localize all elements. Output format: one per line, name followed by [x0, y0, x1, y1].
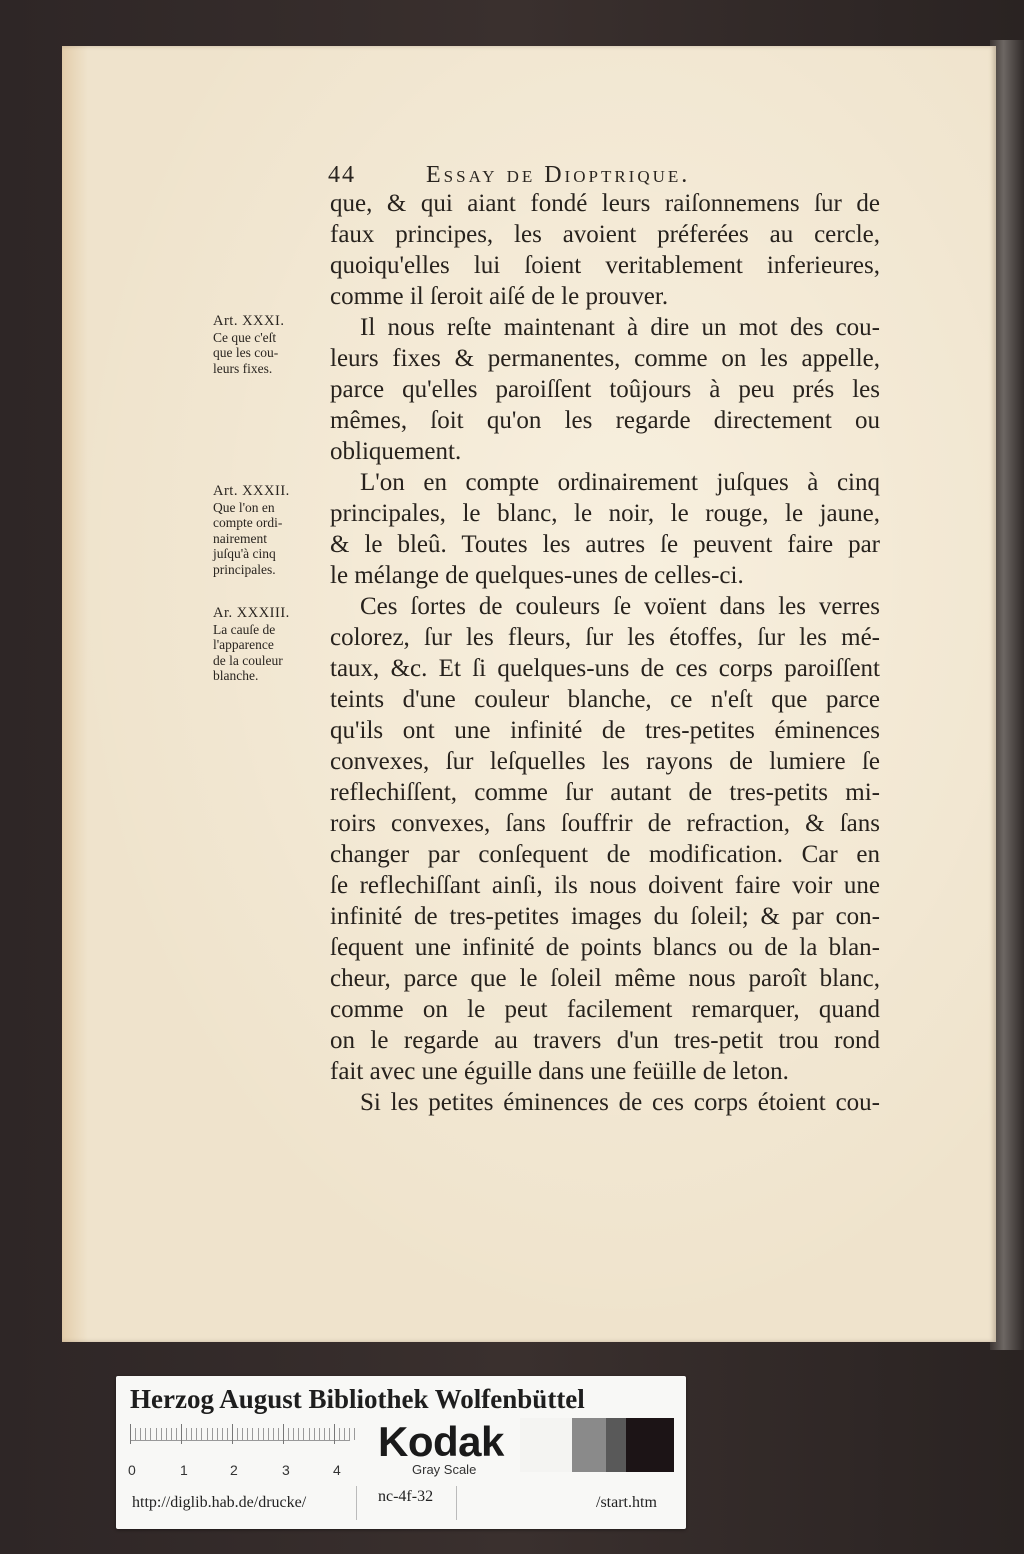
text-line: leurs fixes & permanentes, comme on les appelle, — [330, 345, 880, 372]
ruler-tick — [207, 1428, 208, 1440]
text-line: on le regarde au travers d'un tres-petit trou rond — [330, 1027, 880, 1054]
ruler-number: 1 — [180, 1462, 188, 1478]
url-base: http://diglib.hab.de/drucke/ — [132, 1494, 307, 1511]
margin-note-line: l'apparence — [213, 637, 274, 652]
library-name: Herzog August Bibliothek Wolfenbüttel — [130, 1384, 585, 1414]
text-line: obliquement. — [330, 438, 462, 465]
ruler-tick — [145, 1428, 146, 1440]
margin-note-line: La cauſe de — [213, 621, 276, 637]
article-number: Art. XXXII. — [213, 483, 290, 499]
gray-scale-swatches — [520, 1418, 674, 1472]
ruler-tick — [258, 1428, 259, 1440]
text-line: comme il ſeroit aiſé de le prouver. — [330, 283, 669, 310]
text-line: convexes, ſur leſquelles les rayons de lumiere ſe — [330, 748, 880, 775]
shelfmark: nc-4f-32 — [378, 1488, 434, 1505]
text-line: taux, &c. Et ſi quelques-uns de ces corps paroiſſent — [330, 655, 880, 682]
margin-note-line: leurs fixes. — [213, 360, 273, 376]
text-line: comme on le peut facilement remarquer, quand — [330, 996, 880, 1023]
ruler-tick — [191, 1428, 192, 1440]
url-end: /start.htm — [596, 1494, 657, 1511]
margin-note-text — [213, 500, 325, 578]
gray-scale-label: Gray Scale — [412, 1462, 477, 1477]
ruler-number: 4 — [333, 1462, 341, 1478]
ruler-tick — [319, 1428, 320, 1440]
margin-note-line: Que l'on en — [213, 499, 275, 515]
text-line: le mélange de quelques-unes de celles-ci. — [330, 562, 744, 589]
ruler-tick — [232, 1424, 233, 1444]
ruler-tick — [196, 1428, 197, 1440]
margin-note-line: Ce que c'eſt — [213, 329, 277, 345]
ruler-tick — [314, 1428, 315, 1440]
ruler-tick — [278, 1428, 279, 1440]
text-line: quoiqu'elles lui ſoient veritablement inferieures, — [330, 252, 880, 279]
text-line: faux principes, les avoient préferées au cercle, — [330, 221, 880, 248]
gray-swatch-white — [520, 1418, 572, 1472]
ruler-tick — [237, 1428, 238, 1440]
margin-note-line: de la couleur — [213, 652, 283, 668]
text-line: roirs convexes, ſans ſouffrir de refraction, & ſans — [330, 810, 880, 837]
margin-note-art-32 — [213, 484, 325, 577]
margin-note-line: compte ordi- — [213, 515, 283, 530]
text-line: mêmes, ſoit qu'on les regarde directement ou — [330, 407, 880, 434]
margin-note-line: juſqu'à cinq — [213, 546, 276, 561]
ruler-tick — [344, 1428, 345, 1440]
ruler-number: 3 — [282, 1462, 290, 1478]
text-line: L'on en compte ordinairement juſques à cinq — [360, 469, 880, 496]
ruler-tick — [171, 1428, 172, 1440]
text-line: principales, le blanc, le noir, le rouge, le jaune, — [330, 500, 880, 527]
ruler-tick — [329, 1428, 330, 1440]
ruler-tick — [222, 1428, 223, 1440]
body-text — [330, 188, 880, 1118]
margin-note-text — [213, 330, 325, 377]
text-line: Si les petites éminences de ces corps étoient cou- — [360, 1089, 880, 1116]
ruler-tick — [334, 1424, 335, 1444]
ruler-tick — [212, 1428, 213, 1440]
text-line: Il nous reſte maintenant à dire un mot des cou- — [360, 314, 880, 341]
text-line: teints d'une couleur blanche, ce n'eſt que parce — [330, 686, 880, 713]
ruler-tick — [354, 1428, 355, 1440]
margin-note-art-31 — [213, 314, 325, 376]
ruler-tick — [252, 1428, 253, 1440]
ruler-tick — [156, 1428, 157, 1440]
margin-note-art-33 — [213, 606, 325, 684]
ruler-tick — [247, 1428, 248, 1440]
ruler-tick — [324, 1428, 325, 1440]
ruler-baseline — [130, 1440, 350, 1441]
text-line: cheur, parce que le ſoleil même nous paroît blanc, — [330, 965, 880, 992]
margin-note-text — [213, 622, 325, 684]
text-line: reflechiſſent, comme ſur autant de tres-petits mi- — [330, 779, 880, 806]
ruler-tick — [298, 1428, 299, 1440]
ruler-tick — [273, 1428, 274, 1440]
ruler-tick — [309, 1428, 310, 1440]
running-title: Essay de Dioptrique. — [426, 162, 691, 188]
margin-note-line: blanche. — [213, 668, 259, 683]
text-line: ſe reflechiſſant ainſi, ils nous doivent faire voir une — [330, 872, 880, 899]
ruler-tick — [242, 1428, 243, 1440]
gray-swatch-mid — [572, 1418, 606, 1472]
text-line: infinité de tres-petites images du ſoleil; & par con- — [330, 903, 880, 930]
ruler-tick — [161, 1428, 162, 1440]
text-line: Ces ſortes de couleurs ſe voïent dans les verres — [360, 593, 880, 620]
margin-note-line: principales. — [213, 561, 276, 577]
ruler-tick — [166, 1428, 167, 1440]
gray-swatch-black — [626, 1418, 674, 1472]
ruler-tick — [288, 1428, 289, 1440]
ruler-numbers — [128, 1462, 368, 1480]
text-line: changer par conſequent de modification. Car en — [330, 841, 880, 868]
ruler-tick — [263, 1428, 264, 1440]
ruler-tick — [186, 1428, 187, 1440]
scale-ruler — [130, 1424, 356, 1460]
text-line: & le bleû. Toutes les autres ſe peuvent faire par — [330, 531, 880, 558]
ruler-tick — [140, 1428, 141, 1440]
ruler-tick — [268, 1428, 269, 1440]
text-line: que, & qui aiant fondé leurs raiſonnemens ſur de — [330, 190, 880, 217]
margin-note-line: nairement — [213, 530, 267, 546]
ruler-tick — [283, 1424, 284, 1444]
ruler-tick — [201, 1428, 202, 1440]
text-line: ſequent une infinité de points blancs ou de la blan- — [330, 934, 880, 961]
ruler-number: 2 — [230, 1462, 238, 1478]
ruler-tick — [135, 1428, 136, 1440]
article-number: Art. XXXI. — [213, 313, 285, 329]
divider — [456, 1486, 457, 1520]
text-line: colorez, ſur les fleurs, ſur les étoffes, ſur les mé- — [330, 624, 880, 651]
ruler-tick — [349, 1428, 350, 1440]
ruler-tick — [293, 1428, 294, 1440]
library-color-target — [116, 1376, 686, 1529]
ruler-tick — [303, 1428, 304, 1440]
ruler-tick — [130, 1424, 131, 1444]
page-number: 44 — [328, 162, 356, 188]
article-number: Ar. XXXIII. — [213, 605, 290, 621]
text-line: fait avec une éguille dans une feüille de leton. — [330, 1058, 789, 1085]
ruler-tick — [227, 1428, 228, 1440]
ruler-tick — [176, 1428, 177, 1440]
gray-swatch-dark — [606, 1418, 626, 1472]
ruler-tick — [217, 1428, 218, 1440]
kodak-logo: Kodak — [378, 1418, 504, 1465]
text-line: qu'ils ont une infinité de tres-petites éminences — [330, 717, 880, 744]
ruler-tick — [181, 1424, 182, 1444]
ruler-tick — [339, 1428, 340, 1440]
ruler-number: 0 — [128, 1462, 136, 1478]
margin-note-line: que les cou- — [213, 345, 279, 360]
ruler-tick — [150, 1428, 151, 1440]
text-line: parce qu'elles paroiſſent toûjours à peu prés les — [330, 376, 880, 403]
divider — [356, 1486, 357, 1520]
